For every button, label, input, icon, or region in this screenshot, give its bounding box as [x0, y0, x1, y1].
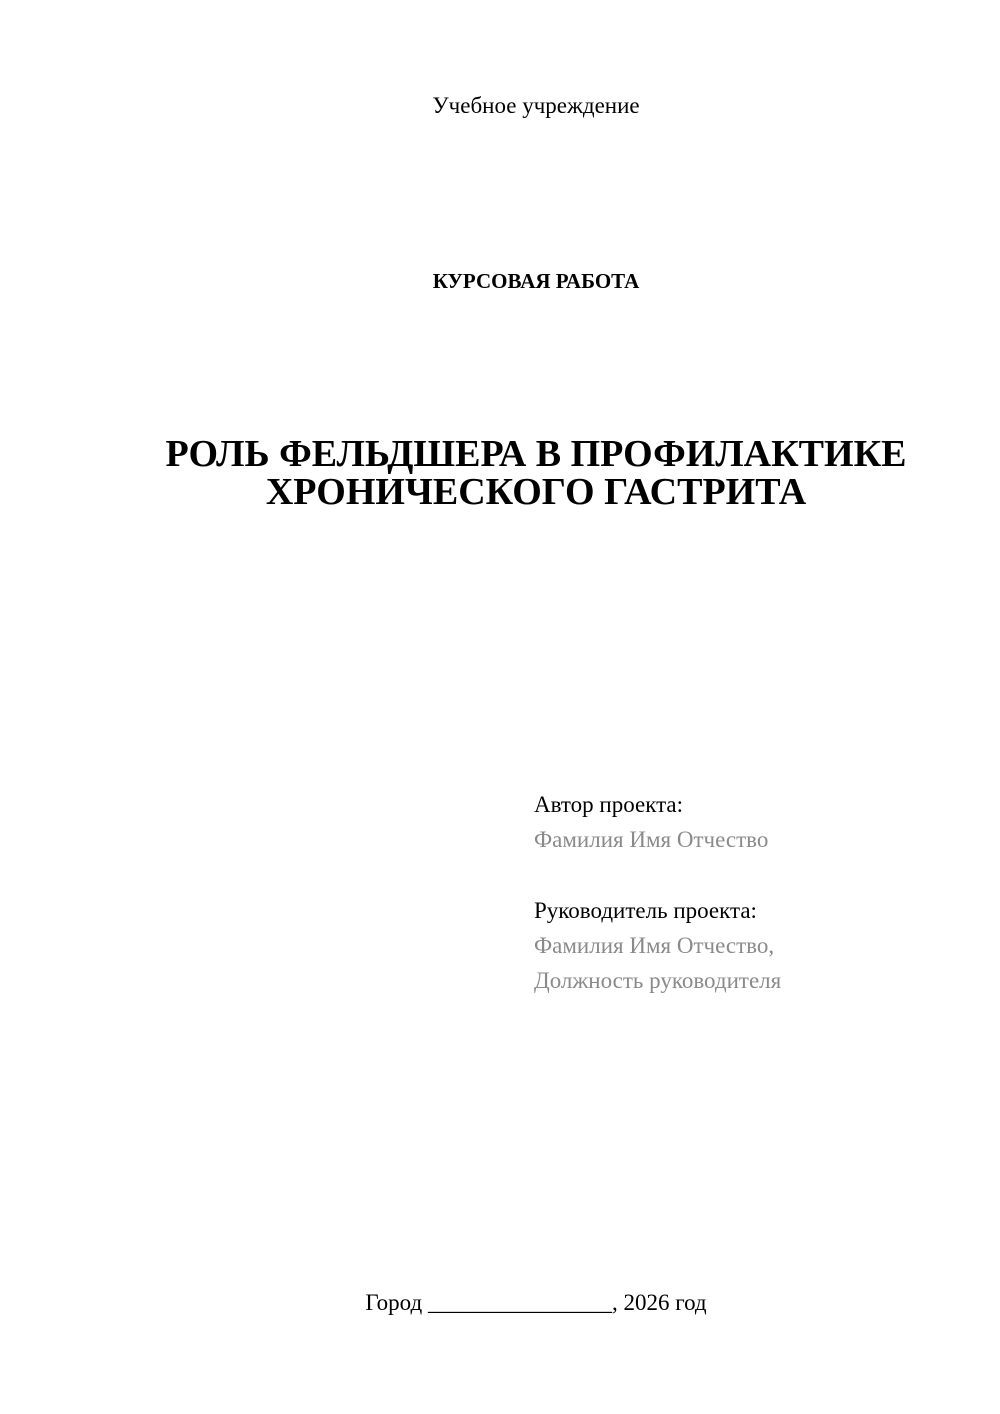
supervisor-name: Фамилия Имя Отчество,	[534, 933, 775, 958]
supervisor-position: Должность руководителя	[534, 968, 782, 993]
document-title	[120, 435, 952, 511]
work-type-heading: КУРСОВАЯ РАБОТА	[432, 269, 640, 293]
document-title-line-1: РОЛЬ ФЕЛЬДШЕРА В ПРОФИЛАКТИКЕ	[165, 433, 907, 475]
author-name: Фамилия Имя Отчество	[534, 827, 769, 852]
supervisor-block	[534, 893, 974, 998]
supervisor-label: Руководитель проекта:	[534, 898, 757, 923]
author-block	[534, 787, 974, 857]
city-year-line: Город ________________, 2026 год	[365, 1290, 707, 1315]
author-label: Автор проекта:	[534, 792, 683, 817]
document-title-line-2: ХРОНИЧЕСКОГО ГАСТРИТА	[265, 471, 807, 513]
institution-name: Учебное учреждение	[432, 93, 640, 118]
